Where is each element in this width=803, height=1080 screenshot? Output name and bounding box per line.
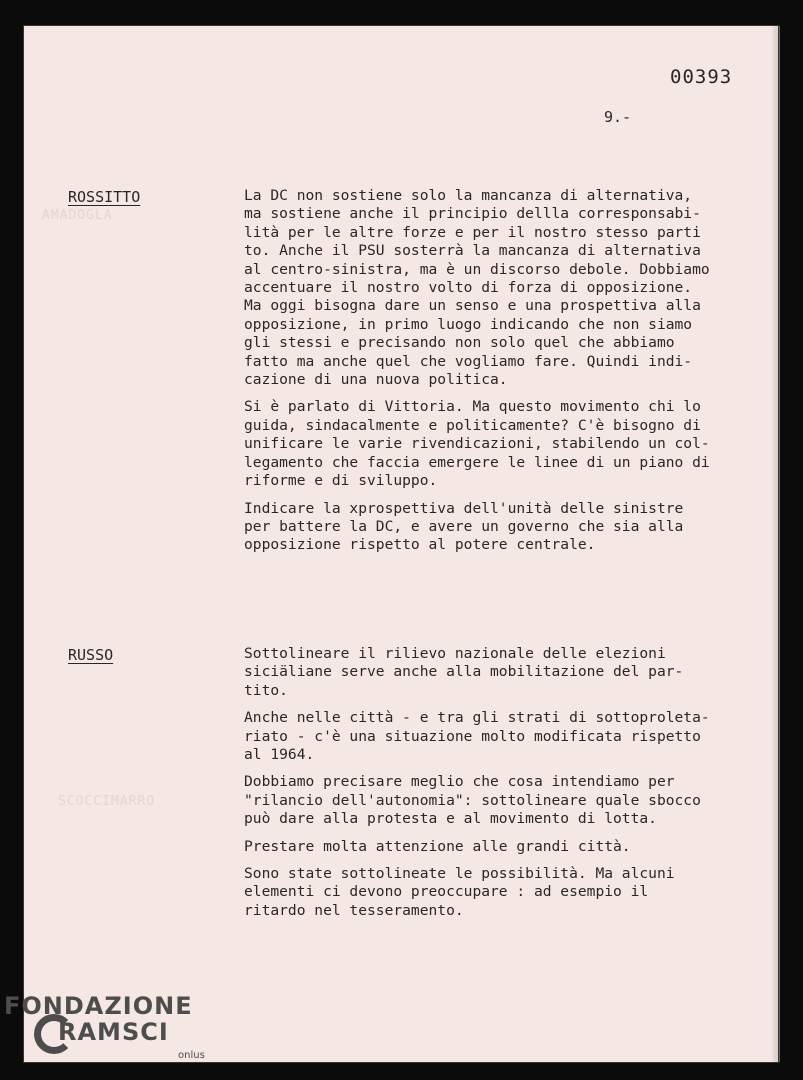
text-line: guida, sindacalmente e politicamente? C'è bisogno di — [244, 416, 701, 434]
text-line: La DC non sostiene solo la mancanza di alternativa, — [244, 187, 693, 204]
text-line: fatto ma anche quel che vogliamo fare. Quindi indi- — [244, 352, 693, 370]
page-edge — [772, 26, 778, 1062]
text-line: opposizione rispetto al potere centrale. — [244, 536, 596, 554]
text-line: siciäliane serve anche alla mobilitazione del par- — [244, 663, 684, 681]
text-line: può dare alla protesta e al movimento di lotta. — [244, 810, 657, 828]
watermark-line2: RAMSCI — [58, 1018, 169, 1046]
text-line: cazione di una nuova politica. — [244, 371, 508, 389]
text-line: Indicare la xprospettiva dell'unità delle sinistre — [244, 499, 684, 517]
speaker-name: RUSSO — [68, 646, 114, 664]
text-line: opposizione, in primo luogo indicando che non siamo — [244, 315, 693, 333]
page-number: 9.- — [604, 108, 632, 126]
paragraph — [244, 500, 754, 555]
paragraph — [244, 187, 754, 389]
text-line: legamento che faccia emergere le linee di un piano di — [244, 453, 710, 471]
text-line: ritardo nel tesseramento. — [244, 901, 464, 919]
text-line: lità per le altre forze e per il nostro stesso parti — [244, 223, 701, 241]
speech-block — [244, 187, 754, 564]
text-line: Ma oggi bisogna dare un senso e una prospettiva alla — [244, 297, 701, 315]
text-line: Sottolineare il rilievo nazionale delle elezioni — [244, 645, 666, 662]
text-line: elementi ci devono preoccupare : ad esempio il — [244, 883, 649, 901]
paragraph — [244, 709, 754, 764]
speech-block — [244, 645, 754, 929]
text-line: Sono state sottolineate le possibilità. Ma alcuni — [244, 865, 675, 883]
paragraph — [244, 645, 754, 700]
paragraph — [244, 773, 754, 828]
paragraph — [244, 865, 754, 920]
text-line: to. Anche il PSU sosterrà la mancanza di alternativa — [244, 242, 701, 260]
text-line: Si è parlato di Vittoria. Ma questo movimento chi lo — [244, 398, 701, 416]
text-line: Dobbiamo precisare meglio che cosa intendiamo per — [244, 773, 675, 791]
text-line: al 1964. — [244, 746, 315, 764]
fondazione-gramsci-watermark — [4, 992, 234, 1072]
text-line: "rilancio dell'autonomia": sottolineare quale sbocco — [244, 791, 701, 809]
paragraph — [244, 398, 754, 490]
text-line: accentuare il nostro volto di forza di opposizione. — [244, 279, 693, 297]
bleed-through-text: SCOCCIMARRO — [58, 794, 156, 809]
text-line: tito. — [244, 681, 288, 699]
bleed-through-text: AMADOGLA — [42, 208, 113, 223]
watermark-sub: onlus — [178, 1050, 205, 1061]
text-line: riforme e di sviluppo. — [244, 472, 438, 490]
watermark-line1: FONDAZIONE — [4, 992, 193, 1020]
text-line: per battere la DC, e avere un governo che sia alla — [244, 517, 684, 535]
text-line: unificare le varie rivendicazioni, stabilendo un col- — [244, 435, 710, 453]
text-line: Prestare molta attenzione alle grandi città. — [244, 837, 631, 855]
speaker-name: ROSSITTO — [68, 188, 141, 206]
text-line: gli stessi e precisando non solo quel che abbiamo — [244, 334, 675, 352]
text-line: Anche nelle città - e tra gli strati di sottoproleta- — [244, 709, 710, 727]
paragraph — [244, 838, 754, 856]
text-line: riato - c'è una situazione molto modificata rispetto — [244, 727, 701, 745]
document-page — [24, 26, 778, 1062]
archive-page-code: 00393 — [670, 66, 733, 88]
text-line: ma sostiene anche il principio dellla corresponsabi- — [244, 205, 701, 223]
text-line: al centro-sinistra, ma è un discorso debole. Dobbiamo — [244, 260, 710, 278]
